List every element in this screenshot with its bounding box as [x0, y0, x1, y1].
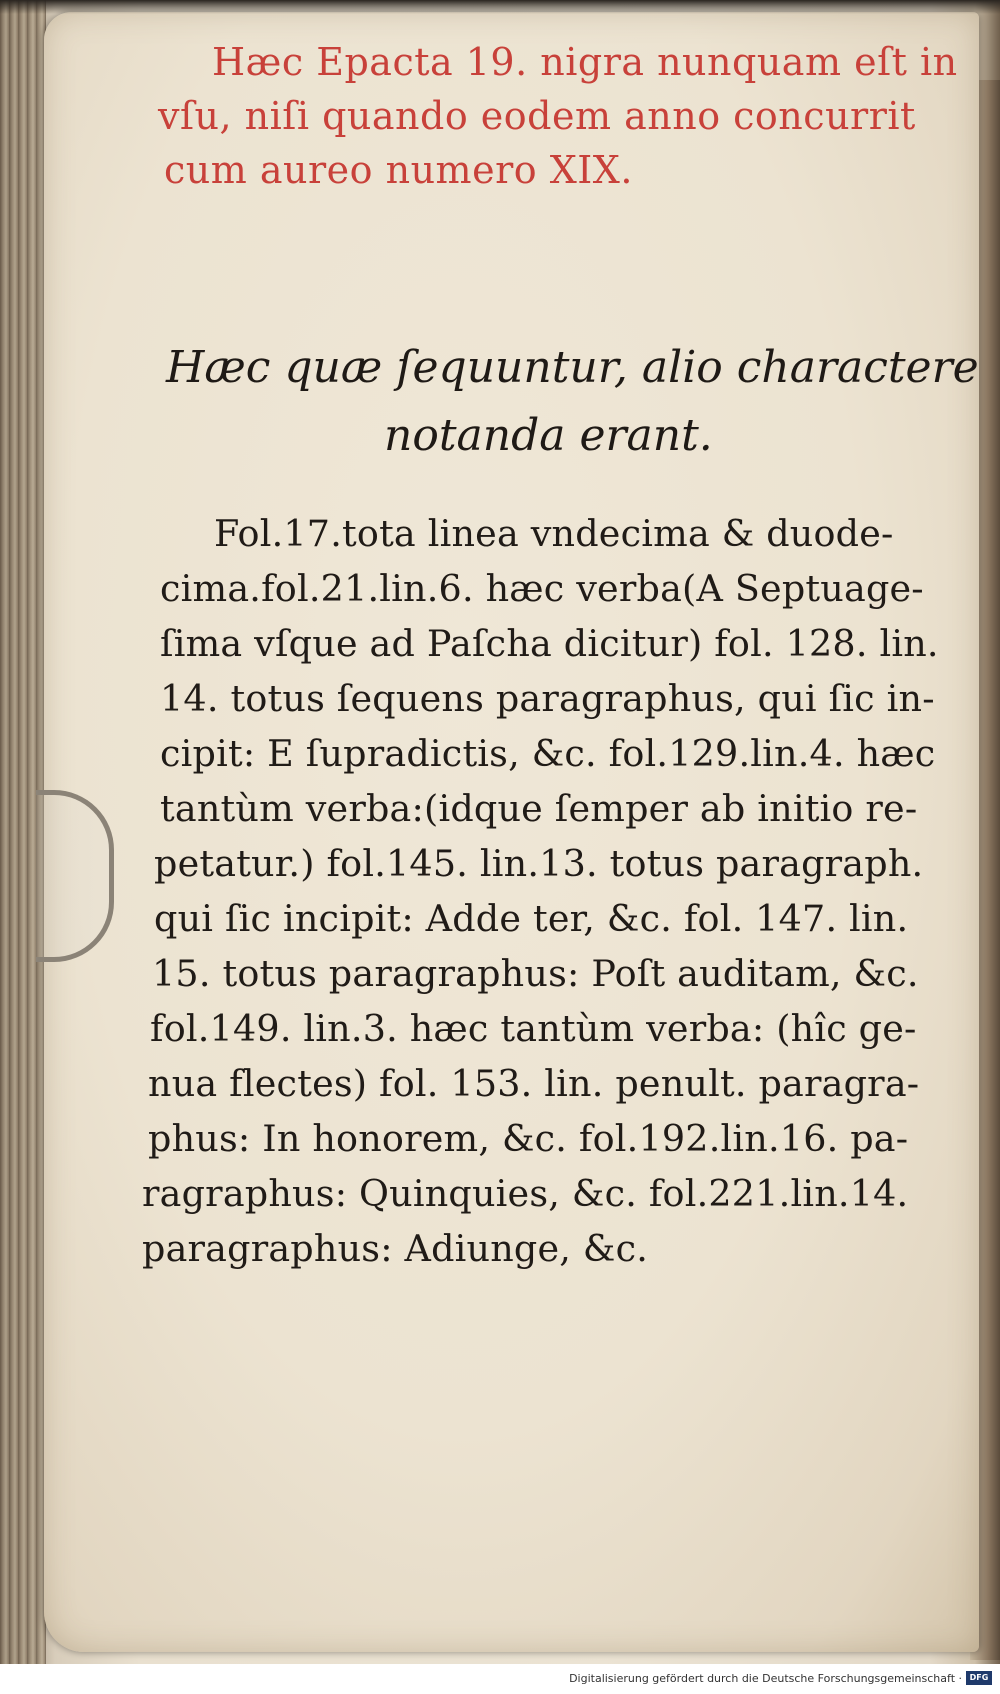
- body-line-2: cima.fol.21.lin.6. hæc verba(A Septuage-: [160, 567, 924, 610]
- clasp-ring: [36, 790, 114, 962]
- heading-line-1: Hæc quæ ſequuntur, alio charactere: [166, 342, 979, 393]
- body-line-6: tantùm verba:(idque ſemper ab initio re-: [160, 787, 918, 830]
- red-header-line-3: cum aureo numero XIX.: [164, 148, 633, 192]
- body-line-5: cipit: E ſupradictis, &c. fol.129.lin.4. hæc: [160, 732, 936, 775]
- body-line-11: nua flectes) fol. 153. lin. penult. paragra-: [148, 1062, 920, 1105]
- body-line-14: paragraphus: Adiunge, &c.: [142, 1227, 649, 1270]
- red-header-line-1: Hæc Epacta 19. nigra nunquam eſt in: [212, 40, 958, 84]
- red-header-line-2: vſu, niſi quando eodem anno concurrit: [158, 94, 916, 138]
- body-line-1: Fol.17.tota linea vndecima & duode-: [214, 512, 894, 555]
- body-line-10: fol.149. lin.3. hæc tantùm verba: (hîc ge-: [150, 1007, 917, 1050]
- body-line-3: ſima vſque ad Paſcha dicitur) fol. 128. lin.: [160, 622, 939, 665]
- footer-credit: Digitalisierung gefördert durch die Deutsche Forschungsgemeinschaft ·: [569, 1672, 962, 1685]
- heading-line-2: notanda erant.: [384, 410, 713, 461]
- top-shadow: [0, 0, 1000, 14]
- body-line-12: phus: In honorem, &c. fol.192.lin.16. pa-: [148, 1117, 909, 1160]
- body-line-7: petatur.) fol.145. lin.13. totus paragraph.: [154, 842, 924, 885]
- body-line-9: 15. totus paragraphus: Poſt auditam, &c.: [152, 952, 919, 995]
- body-line-13: ragraphus: Quinquies, &c. fol.221.lin.14.: [142, 1172, 909, 1215]
- paper-page: [44, 12, 979, 1652]
- body-line-4: 14. totus ſequens paragraphus, qui ſic in-: [160, 677, 935, 720]
- dfg-logo-icon: DFG: [966, 1671, 992, 1685]
- footer-bar: [0, 1664, 1000, 1694]
- body-line-8: qui ſic incipit: Adde ter, &c. fol. 147. lin.: [154, 897, 909, 940]
